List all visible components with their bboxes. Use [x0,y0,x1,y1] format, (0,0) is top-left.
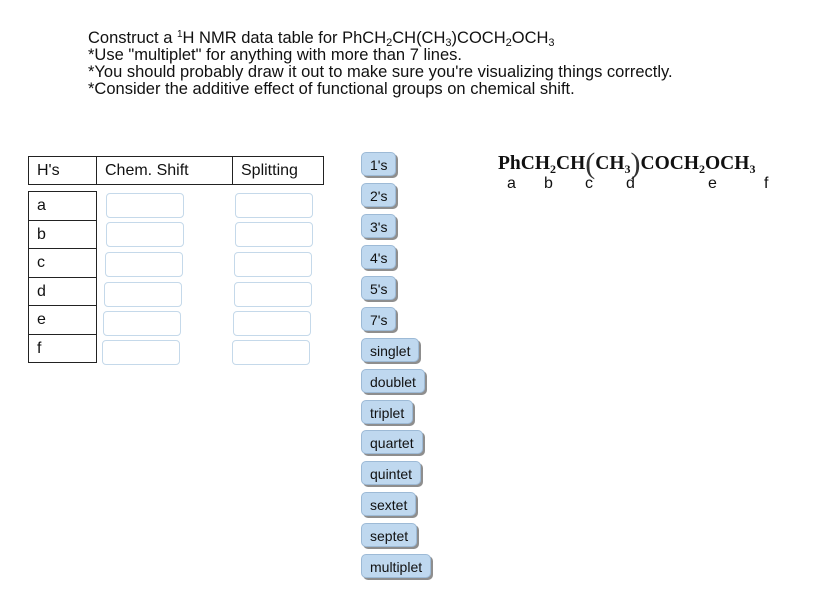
splitting-drop-f[interactable] [232,340,310,365]
row-labels [28,191,97,363]
tile-doublet[interactable]: doublet [361,369,425,393]
row-label-c: c [28,248,97,277]
table-header-row [28,156,324,185]
proton-label-a: a [507,175,516,192]
proton-label-f: f [764,175,769,192]
row-label-f: f [28,334,97,364]
tile-quartet[interactable]: quartet [361,430,423,454]
header-splitting: Splitting [241,162,298,179]
title-subscript: 3 [548,37,555,49]
tile-sextet[interactable]: sextet [361,492,416,516]
tile-4s[interactable]: 4's [361,245,396,269]
tile-triplet[interactable]: triplet [361,400,413,424]
title-subscript: 2 [386,37,393,49]
formula-open-paren: ( [585,147,596,180]
formula-subscript: 3 [749,162,756,176]
formula-part: CH [556,153,586,174]
tile-7s[interactable]: 7's [361,307,396,331]
splitting-drop-b[interactable] [235,222,313,247]
tile-quintet[interactable]: quintet [361,461,421,485]
tile-singlet[interactable]: singlet [361,338,419,362]
instruction-note-3: *Consider the additive effect of functional groups on chemical shift. [88,80,575,98]
splitting-drop-a[interactable] [235,193,313,218]
title-subscript: 3 [445,37,452,49]
header-hs: H's [29,157,97,184]
proton-label-c: c [585,175,593,192]
instructions [88,30,673,98]
instruction-title [88,30,673,47]
tile-2s[interactable]: 2's [361,183,396,207]
tile-multiplet[interactable]: multiplet [361,554,431,578]
title-text: OCH [511,29,549,47]
proton-label-e: e [708,175,717,192]
splitting-drop-d[interactable] [234,282,312,307]
instruction-note-2: *You should probably draw it out to make sure you're visualizing things correctly. [88,63,673,81]
chem-shift-drop-c[interactable] [105,252,183,277]
splitting-drop-c[interactable] [234,252,312,277]
formula-close-paren: ) [630,147,641,180]
instruction-note-1: *Use "multiplet" for anything with more than 7 lines. [88,46,462,64]
header-chem-shift: Chem. Shift [97,157,233,184]
formula-part: PhCH [498,153,551,174]
formula-subscript: 2 [550,162,557,176]
formula-subscript: 3 [624,162,631,176]
row-label-b: b [28,220,97,249]
tile-septet[interactable]: septet [361,523,417,547]
row-label-a: a [28,191,97,220]
chem-shift-drop-d[interactable] [104,282,182,307]
title-subscript: 2 [505,37,512,49]
title-text: )COCH [451,29,506,47]
tile-1s[interactable]: 1's [361,152,396,176]
chem-shift-drop-e[interactable] [103,311,181,336]
splitting-drop-e[interactable] [233,311,311,336]
row-label-d: d [28,277,97,306]
chem-shift-drop-a[interactable] [106,193,184,218]
title-text: H NMR data table for PhCH [182,29,387,47]
formula-subscript: 2 [699,162,706,176]
title-text: CH(CH [392,29,446,47]
chem-shift-drop-f[interactable] [102,340,180,365]
tile-3s[interactable]: 3's [361,214,396,238]
chem-shift-drop-b[interactable] [106,222,184,247]
formula-part: COCH [640,153,700,174]
formula-part: CH [595,153,625,174]
proton-label-b: b [544,175,553,192]
row-label-e: e [28,305,97,334]
tile-5s[interactable]: 5's [361,276,396,300]
title-superscript: 1 [176,29,183,40]
title-text: Construct a [88,29,177,47]
proton-label-d: d [626,175,635,192]
formula-part: OCH [705,153,750,174]
